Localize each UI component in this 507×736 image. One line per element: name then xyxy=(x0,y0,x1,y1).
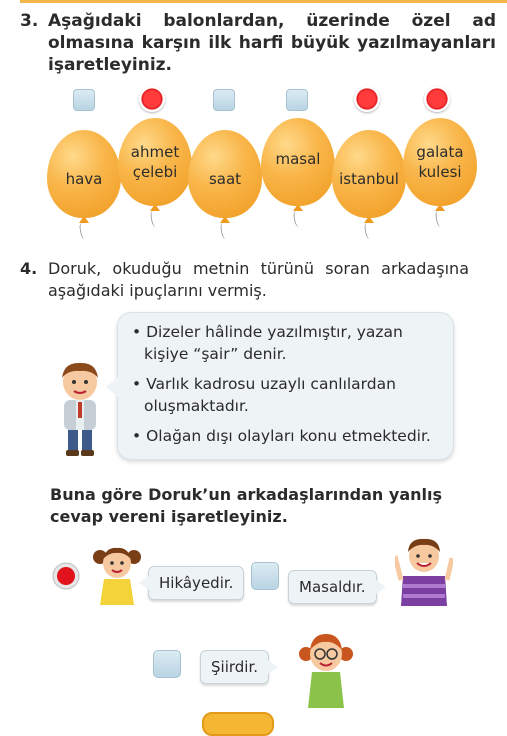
balloon-label: ahmet çelebi xyxy=(130,143,180,181)
answer-3-checkbox[interactable] xyxy=(153,650,181,678)
answer-2-label: Masaldır. xyxy=(299,578,366,596)
answer-1-checkbox-marked[interactable] xyxy=(52,562,80,590)
question-4 xyxy=(20,258,469,302)
question-3-text: Aşağıdaki balonlardan, üzerinde özel ad olmasına karşın ilk harfi büyük yazılmayanları işaretleyiniz. xyxy=(48,11,496,75)
answer-1-label: Hikâyedir. xyxy=(159,574,234,592)
answer-2-checkbox[interactable] xyxy=(251,562,279,590)
clue-2: • Varlık kadrosu uzaylı canlılardan oluşmaktadır. xyxy=(132,373,439,417)
question-4-number: 4. xyxy=(20,259,38,278)
balloon-6 xyxy=(403,118,477,227)
girl-1-character xyxy=(92,543,142,605)
page-tab xyxy=(202,712,274,736)
answer-3-bubble xyxy=(200,650,269,684)
balloon-label: hava xyxy=(65,170,103,188)
answer-1-bubble xyxy=(148,566,244,600)
question-3 xyxy=(20,10,496,76)
top-accent-line xyxy=(20,0,507,3)
balloon-3-checkbox[interactable] xyxy=(210,86,238,114)
clue-1: • Dizeler hâlinde yazılmıştır, yazan kişiye “şair” denir. xyxy=(132,321,439,365)
balloon-label: masal xyxy=(275,150,321,168)
balloon-label: saat xyxy=(208,170,242,188)
question-3-number: 3. xyxy=(20,11,39,31)
answer-3-label: Şiirdir. xyxy=(211,658,259,676)
clue-3: • Olağan dışı olayları konu etmektedir. xyxy=(132,425,439,447)
balloon-5-checkbox-marked[interactable] xyxy=(354,86,382,114)
answer-2-bubble xyxy=(288,570,377,604)
balloon-2-checkbox-marked[interactable] xyxy=(139,86,167,114)
boy-character xyxy=(395,536,453,606)
balloon-1-checkbox[interactable] xyxy=(70,86,98,114)
balloon-label: istanbul xyxy=(339,170,399,188)
doruk-character xyxy=(52,360,108,460)
balloon-4 xyxy=(261,118,335,227)
question-4-text: Doruk, okuduğu metnin türünü soran arkadaşına aşağıdaki ipuçlarını vermiş. xyxy=(48,259,469,300)
balloon-1 xyxy=(47,130,121,239)
balloon-label: galata kulesi xyxy=(416,143,464,181)
final-question: Buna göre Doruk’un arkadaşlarından yanlış cevap vereni işaretleyiniz. xyxy=(50,485,442,526)
clues-speech-bubble xyxy=(117,312,454,460)
balloon-3 xyxy=(188,130,262,239)
girl-2-character xyxy=(298,628,354,708)
balloon-4-checkbox[interactable] xyxy=(283,86,311,114)
balloon-2 xyxy=(118,118,192,227)
balloon-6-checkbox-marked[interactable] xyxy=(424,86,452,114)
balloon-5 xyxy=(332,130,406,239)
